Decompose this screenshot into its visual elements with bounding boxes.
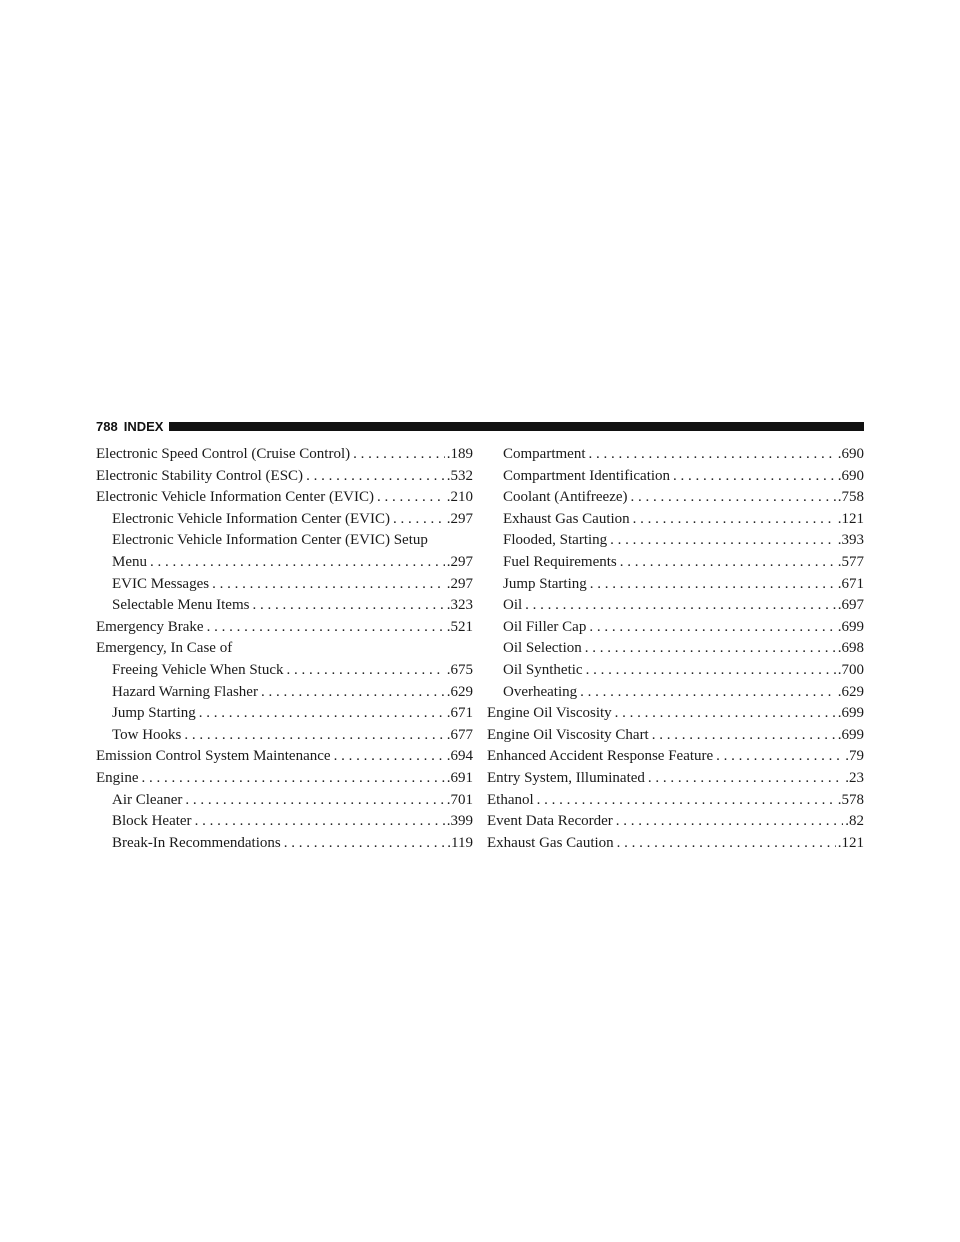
index-page-number: .189 [446,446,473,462]
index-page-number: .699 [837,705,864,722]
index-page-number: .297 [446,553,473,570]
index-term: Air Cleaner [112,791,183,808]
index-entry [96,530,473,552]
index-page-number: .393 [837,532,864,549]
dot-leader [350,444,445,466]
dot-leader [182,790,444,812]
index-term: Menu [112,553,147,570]
index-term: Electronic Vehicle Information Center (EVIC) Setup [112,532,428,549]
index-entry [487,552,864,574]
index-page-number: .697 [837,597,864,614]
dot-leader [577,682,836,704]
index-page-number: .675 [446,661,473,678]
index-page-number: .121 [837,510,864,527]
index-term: Compartment [503,446,586,462]
index-page-number: .82 [845,813,864,830]
index-entry [96,617,473,639]
index-entry [96,509,473,531]
index-page-number: .79 [845,748,864,765]
dot-leader [587,574,836,596]
index-page-number: .578 [837,791,864,808]
index-page-number: .690 [837,446,864,462]
index-term: Flooded, Starting [503,532,608,549]
index-term: Electronic Vehicle Information Center (EVIC) [112,510,390,527]
index-term: Break-In Recommendations [112,834,281,851]
dot-leader [670,466,836,488]
index-term: Event Data Recorder [487,813,613,830]
index-term: Engine Oil Viscosity Chart [487,726,649,743]
dot-leader [281,833,446,855]
dot-leader [331,746,445,768]
index-term: Entry System, Illuminated [487,769,645,786]
index-page-number: .699 [837,618,864,635]
dot-leader [139,768,445,790]
index-page-number: .297 [446,510,473,527]
dot-leader [204,617,445,639]
index-page-number: .577 [837,553,864,570]
dot-leader [284,660,445,682]
index-term: Selectable Menu Items [112,597,250,614]
index-entry [487,790,864,812]
index-entry [487,746,864,768]
index-term: Exhaust Gas Caution [487,834,614,851]
dot-leader [649,725,836,747]
index-page-number: .701 [446,791,473,808]
dot-leader [147,552,445,574]
index-entry [487,617,864,639]
index-term: Block Heater [112,813,192,830]
index-page-number: .671 [837,575,864,592]
index-page-number: .700 [837,661,864,678]
index-term: Enhanced Accident Response Feature [487,748,714,765]
dot-leader [614,833,836,855]
index-page-number: .691 [446,769,473,786]
index-entry [487,638,864,660]
dot-leader [586,444,836,466]
index-entry [487,444,864,466]
index-entry [487,595,864,617]
index-entry [487,487,864,509]
index-term: Emission Control System Maintenance [96,748,331,765]
index-term: Electronic Vehicle Information Center (EVIC) [96,489,374,506]
index-page-number: .629 [446,683,473,700]
dot-leader [617,552,836,574]
index-entry [487,682,864,704]
index-page-number: .399 [446,813,473,830]
index-entry [96,444,473,466]
index-page-number: .297 [446,575,473,592]
index-page-number: .521 [446,618,473,635]
index-entry [487,466,864,488]
dot-leader [534,790,836,812]
index-term: Oil [503,597,523,614]
index-entry [96,552,473,574]
index-term: Overheating [503,683,578,700]
index-page-number: .629 [837,683,864,700]
dot-leader [630,509,836,531]
index-term: Fuel Requirements [503,553,617,570]
index-page-number: .121 [837,834,864,851]
index-entry [487,660,864,682]
index-term: Jump Starting [112,705,196,722]
index-page-number: .690 [837,467,864,484]
index-term: Jump Starting [503,575,587,592]
dot-leader [196,703,445,725]
index-entry [487,725,864,747]
index-term: Electronic Stability Control (ESC) [96,467,304,484]
dot-leader [586,617,835,639]
index-page-number: .758 [837,489,864,506]
index-term: Ethanol [487,791,534,808]
index-entry [96,746,473,768]
dot-leader [303,466,445,488]
index-page-number: .532 [446,467,473,484]
dot-leader [522,595,836,617]
index-page-number: .323 [446,597,473,614]
index-entry [96,466,473,488]
index-page-number: .23 [845,769,864,786]
index-term: Oil Selection [503,640,582,657]
dot-leader [612,703,836,725]
index-entry [96,487,473,509]
header-rule [169,422,864,431]
dot-leader [390,509,445,531]
index-term: Freeing Vehicle When Stuck [112,661,284,678]
index-entry [487,530,864,552]
dot-leader [181,725,444,747]
index-entry [96,574,473,596]
index-term: Oil Filler Cap [503,618,587,635]
dot-leader [209,574,445,596]
index-page-number: .119 [447,834,473,851]
page-number: 788 [96,418,118,434]
index-entry [96,768,473,790]
index-term: Engine Oil Viscosity [487,705,612,722]
index-entry [96,595,473,617]
index-entry [487,509,864,531]
index-term: Hazard Warning Flasher [112,683,258,700]
index-entry [487,574,864,596]
index-term: Engine [96,769,139,786]
index-entry [96,811,473,833]
index-page-number: .210 [446,489,473,506]
section-title: INDEX [123,418,164,434]
index-entry [487,768,864,790]
dot-leader [582,638,836,660]
index-entry [96,703,473,725]
index-term: Oil Synthetic [503,661,583,678]
index-entry [96,638,473,660]
index-term: Exhaust Gas Caution [503,510,630,527]
index-term: Compartment Identification [503,467,671,484]
index-term: Coolant (Antifreeze) [503,489,628,506]
index-term: EVIC Messages [112,575,210,592]
dot-leader [628,487,836,509]
index-entry [487,811,864,833]
index-entry [96,725,473,747]
index-entry [96,833,473,855]
index-entry [96,660,473,682]
index-page-number: .698 [837,640,864,657]
index-term: Electronic Speed Control (Cruise Control) [96,446,351,462]
page-header [96,418,864,434]
index-page-number: .694 [446,748,473,765]
index-entry [487,703,864,725]
index-column-right [487,444,864,854]
index-entry [487,833,864,855]
index-page-number: .671 [446,705,473,722]
dot-leader [583,660,836,682]
index-term: Emergency, In Case of [96,640,233,657]
dot-leader [249,595,444,617]
index-page-number: .699 [837,726,864,743]
index-entry [96,682,473,704]
index-term: Tow Hooks [112,726,182,743]
dot-leader [713,746,843,768]
dot-leader [645,768,843,790]
dot-leader [258,682,445,704]
index-page-number: .677 [446,726,473,743]
index-term: Emergency Brake [96,618,204,635]
dot-leader [613,811,843,833]
index-column-left [96,444,473,854]
index-entry [96,790,473,812]
dot-leader [374,487,445,509]
dot-leader [192,811,445,833]
dot-leader [607,530,836,552]
